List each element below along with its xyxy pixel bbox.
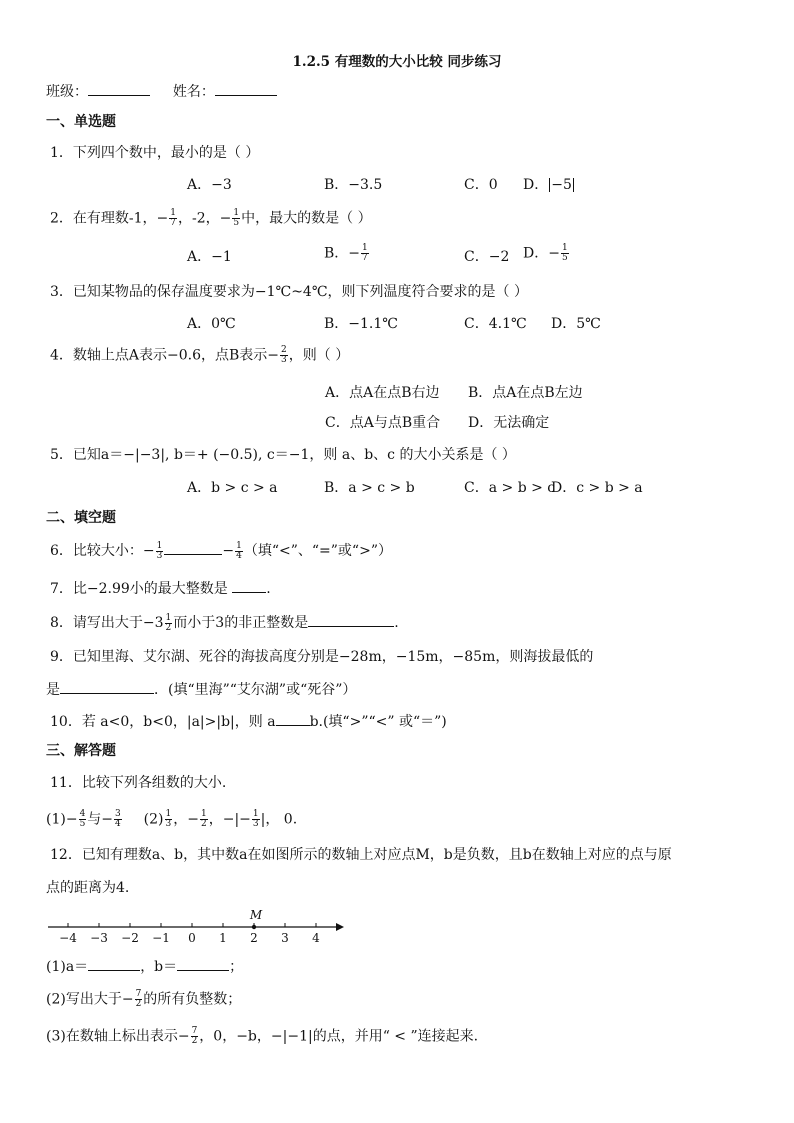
q4-option-b[interactable]: B．点A在点B左边: [468, 385, 583, 401]
q12-line2: 点的距离为4.: [46, 880, 130, 896]
q9-line2: 是 ．(填“里海”“艾尔湖”或“死谷”）: [46, 679, 356, 699]
class-label: 班级：: [46, 84, 88, 100]
q6-blank[interactable]: [164, 540, 222, 555]
q11-stem: 11．比较下列各组数的大小.: [50, 775, 227, 791]
name-label: 姓名：: [172, 84, 215, 100]
q10-blank[interactable]: [276, 711, 310, 726]
point-m-dot: [252, 925, 256, 929]
q3-option-a[interactable]: A．0℃: [187, 316, 236, 332]
class-blank[interactable]: [88, 81, 150, 96]
q2-option-c[interactable]: C．−2: [464, 249, 510, 265]
q3-stem: 3．已知某物品的保存温度要求为−1℃~4℃，则下列温度符合要求的是（ ）: [50, 284, 528, 300]
q8-stem: 8．请写出大于−3 $\frac{1}{2}$ 而小于3的非正整数是 .: [50, 612, 399, 633]
q10-stem: 10．若 a<0，b<0，|a|>|b|，则 a b.(填“>”“<” 或“＝”): [50, 711, 447, 731]
q12-a-blank[interactable]: [88, 956, 140, 971]
q1-option-c[interactable]: C．0: [464, 177, 498, 193]
q12-part1: (1)a＝ ，b＝ ；: [46, 956, 243, 976]
q3-option-d[interactable]: D．5℃: [551, 316, 601, 332]
q3-option-b[interactable]: B．−1.1℃: [324, 316, 398, 332]
q5-stem: 5．已知a＝−|−3|, b＝+ (−0.5), c＝−1，则 a、b、c 的大小关系是（ ）: [50, 447, 516, 463]
q1-option-b[interactable]: B．−3.5: [324, 177, 383, 193]
q9-line1: 9．已知里海、艾尔湖、死谷的海拔高度分别是−28m，−15m，−85m，则海拔最低的: [50, 649, 594, 665]
q9-blank[interactable]: [60, 679, 154, 694]
q12-line1: 12．已知有理数a、b，其中数a在如图所示的数轴上对应点M，b是负数，且b在数轴上对应的点与原: [50, 847, 672, 863]
q4-option-d[interactable]: D．无法确定: [468, 415, 550, 431]
axis-tick-label: 0: [188, 931, 196, 945]
header-line: [46, 81, 277, 101]
q7-stem: 7．比−2.99小的最大整数是 .: [50, 578, 271, 598]
q5-option-b[interactable]: B．a > c > b: [324, 480, 415, 496]
name-blank[interactable]: [215, 81, 277, 96]
q12-part2: (2)写出大于− $\frac{7}{2}$ 的所有负整数；: [46, 989, 242, 1009]
axis-tick-label: −2: [121, 931, 139, 945]
q1-option-d[interactable]: D． −5: [523, 177, 572, 193]
section-fill-blank: 二、填空题: [46, 510, 116, 526]
q2-option-d[interactable]: D．− $\frac{1}{5}$: [523, 243, 568, 263]
q11-parts: (1)− $\frac{4}{5}$ 与− $\frac{3}{4}$ (2) $\frac{1}{3}$ ，− $\frac{1}{2}$ ，−|− $\frac{1}{3}$ |， 0.: [46, 809, 298, 829]
q1-option-a[interactable]: A．−3: [187, 177, 232, 193]
q1-stem: 1．下列四个数中，最小的是（ ）: [50, 145, 260, 161]
q7-blank[interactable]: [232, 578, 266, 593]
q12-part3: (3)在数轴上标出表示− $\frac{7}{2}$ ，0，−b，−|−1|的点，并用“ < ”连接起来.: [46, 1026, 479, 1046]
q8-blank[interactable]: [308, 612, 394, 627]
number-line: [46, 905, 356, 945]
q5-option-a[interactable]: A．b > c > a: [187, 480, 278, 496]
axis-tick-label: 3: [281, 931, 289, 945]
axis-arrow: [336, 923, 344, 931]
q4-option-c[interactable]: C．点A与点B重合: [325, 415, 441, 431]
q5-option-c[interactable]: C．a > b > c: [464, 480, 556, 496]
point-m-label: M: [249, 908, 263, 922]
q2-option-b[interactable]: B．− $\frac{1}{7}$: [324, 243, 368, 263]
q2-stem: 2．在有理数-1，− $\frac{1}{7}$ ，-2，− $\frac{1}{5}$ 中，最大的数是（ ）: [50, 208, 372, 228]
axis-tick-label: −4: [59, 931, 77, 945]
axis-tick-label: −1: [152, 931, 170, 945]
q4-stem: 4．数轴上点A表示−0.6，点B表示− $\frac{2}{3}$ ，则（ ）: [50, 345, 350, 365]
axis-tick-label: −3: [90, 931, 108, 945]
q5-option-d[interactable]: D．c > b > a: [551, 480, 643, 496]
axis-tick-label: 4: [312, 931, 320, 945]
q3-option-c[interactable]: C．4.1℃: [464, 316, 527, 332]
axis-tick-label: 1: [219, 931, 227, 945]
q6-stem: 6．比较大小：− $\frac{1}{3}$ − $\frac{1}{4}$ （填“<”、“=”或“>”）: [50, 540, 392, 561]
section-answer: 三、解答题: [46, 743, 116, 759]
q2-option-a[interactable]: A．−1: [187, 249, 232, 265]
axis-tick-label: 2: [250, 931, 258, 945]
q12-b-blank[interactable]: [177, 956, 229, 971]
section-single-choice: 一、单选题: [46, 114, 116, 130]
page-title: 1.2.5 有理数的大小比较 同步练习: [292, 54, 502, 70]
q4-option-a[interactable]: A．点A在点B右边: [325, 385, 440, 401]
